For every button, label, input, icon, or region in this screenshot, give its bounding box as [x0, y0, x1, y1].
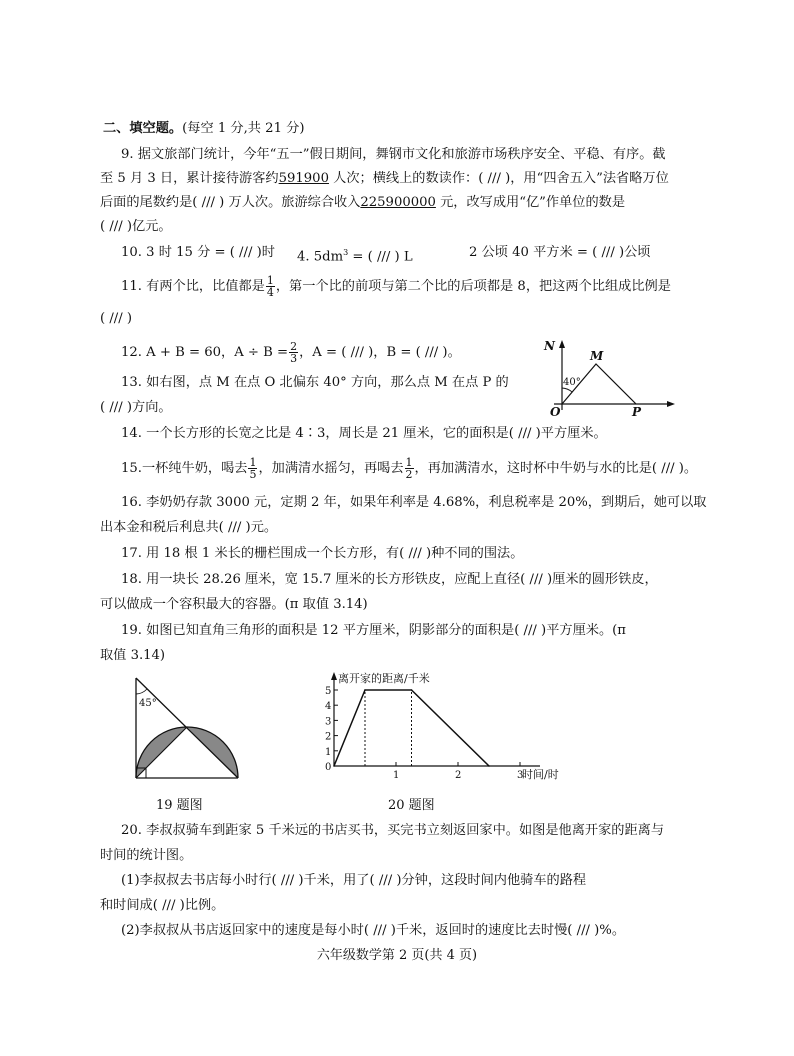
q15-fraction-2	[405, 457, 414, 480]
y-tick-label: 5	[325, 686, 332, 697]
y-tick-label: 0	[325, 762, 332, 773]
q19-line-2: 取值 3.14)	[100, 648, 166, 663]
fraction-denominator: 4	[266, 286, 274, 299]
figure-20-chart	[318, 670, 559, 788]
label-p: P	[632, 405, 642, 419]
data-point	[333, 765, 335, 767]
q11-line-1	[121, 275, 671, 298]
q16-line-1: 16. 李奶奶存款 3000 元，定期 2 年，如果年利率是 4.68%，利息税率是 20%，到期后，她可以取	[121, 495, 707, 510]
q18-line-1: 18. 用一块长 28.26 厘米，宽 15.7 厘米的长方形铁皮，应配上直径( /// )厘米的圆形铁皮，	[121, 572, 658, 587]
q9-underlined-number: 591900	[278, 171, 329, 186]
q12-line	[121, 341, 461, 364]
fraction-denominator: 2	[405, 468, 413, 481]
figure-19	[128, 674, 240, 784]
x-tick-label: 1	[393, 770, 400, 781]
q16-line-2: 出本金和税后利息共( /// )元。	[100, 520, 278, 535]
fraction-numerator: 1	[266, 274, 274, 287]
q20-line-5: (2)李叔叔从书店返回家中的速度是每小时( /// )千米，返回时的速度比去时慢( /// )%。	[121, 923, 626, 938]
q15-text: 15.一杯纯牛奶，喝去	[121, 461, 248, 476]
section-note: (每空 1 分,共 21 分)	[182, 121, 305, 136]
q15-fraction-1	[248, 457, 257, 480]
page-footer: 六年级数学第 2 页(共 4 页)	[316, 948, 478, 963]
q9-line-4: ( /// )亿元。	[100, 219, 172, 234]
q11-line-2: ( /// )	[100, 311, 133, 326]
q17-line: 17. 用 18 根 1 米长的栅栏围成一个长方形，有( /// )种不同的围法。	[121, 546, 524, 561]
q12-text: ，A = ( /// )，B = ( /// )。	[299, 345, 461, 360]
q20-line-2: 时间的统计图。	[100, 848, 193, 863]
y-tick-label: 2	[325, 731, 332, 743]
q15-line	[121, 457, 697, 480]
angle-arc	[562, 388, 572, 392]
label-n: N	[544, 339, 555, 353]
figure-19-caption: 19 题图	[156, 798, 203, 813]
compass-diagram	[530, 336, 680, 422]
y-tick-label: 3	[325, 716, 332, 728]
chart-title: 离开家的距离/千米	[338, 672, 430, 685]
data-point	[411, 689, 413, 691]
q11-text: 11. 有两个比，比值都是	[121, 279, 265, 294]
angle-arc	[136, 689, 147, 694]
q14-line: 14. 一个长方形的长宽之比是 4∶3，周长是 21 厘米，它的面积是( /// )平方厘米。	[121, 426, 607, 441]
q10-part-c: 2 公顷 40 平方米 = ( /// )公顷	[469, 245, 651, 260]
angle-label: 45°	[139, 698, 157, 709]
q10-part-b	[297, 244, 413, 266]
east-arrowhead	[667, 401, 675, 407]
q13-line-2: ( /// )方向。	[100, 400, 172, 415]
q13-line-1: 13. 如右图，点 M 在点 O 北偏东 40° 方向，那么点 M 在点 P 的	[121, 375, 509, 390]
q11-text: ，第一个比的前项与第二个比的后项都是 8，把这两个比组成比例是	[275, 279, 671, 294]
q20-line-3: (1)李叔叔去书店每小时行( /// )千米，用了( /// )分钟，这段时间内他骑车的路程	[121, 873, 587, 888]
q9-text: 元，改写成用“亿”作单位的数是	[435, 195, 626, 210]
x-axis-label: 时间/时	[522, 768, 559, 781]
fraction-numerator: 1	[249, 456, 257, 469]
q18-line-2: 可以做成一个容积最大的容器。(π 取值 3.14)	[100, 597, 368, 612]
q10-b-text: = ( /// ) L	[348, 249, 413, 265]
y-axis-arrowhead	[331, 672, 337, 680]
q19-line-1: 19. 如图已知直角三角形的面积是 12 平方厘米，阴影部分的面积是( /// )平方厘米。(π	[121, 623, 626, 638]
q9-line-2	[100, 170, 669, 188]
label-o: O	[550, 405, 561, 419]
label-angle: 40°	[563, 377, 581, 388]
fraction-denominator: 3	[290, 352, 298, 365]
figure-20-caption: 20 题图	[388, 798, 435, 813]
q9-underlined-number: 225900000	[360, 195, 436, 210]
q9-text: 至 5 月 3 日，累计接待游客约	[100, 171, 279, 186]
q10-b-text: 4. 5dm	[297, 249, 344, 265]
q15-text: ，加满清水摇匀，再喝去	[258, 461, 404, 476]
x-tick-label: 2	[455, 770, 462, 781]
north-arrowhead	[559, 340, 565, 348]
section-title-main: 二、填空题。	[103, 121, 183, 136]
q9-text: 后面的尾数约是( /// ) 万人次。旅游综合收入	[100, 195, 361, 210]
q9-text: 人次；横线上的数读作：( /// )，用“四舍五入”法省略万位	[328, 171, 669, 186]
data-point	[488, 765, 490, 767]
q10-part-a: 10. 3 时 15 分 = ( /// )时	[121, 245, 275, 260]
fraction-numerator: 2	[290, 340, 298, 353]
q20-line-4: 和时间成( /// )比例。	[100, 898, 225, 913]
q20-line-1: 20. 李叔叔骑车到距家 5 千米远的书店买书，买完书立刻返回家中。如图是他离开家的距离与	[121, 823, 665, 838]
q12-text: 12. A + B = 60，A ÷ B =	[121, 345, 289, 360]
y-tick-label: 1	[325, 746, 332, 758]
q9-line-1: 9. 据文旅部门统计，今年“五一”假日期间，舞钢市文化和旅游市场秩序安全、平稳、有序。截	[121, 147, 666, 162]
y-tick-label: 4	[325, 701, 332, 713]
fraction-denominator: 5	[249, 468, 257, 481]
data-point	[364, 689, 366, 691]
q15-text: ，再加满清水，这时杯中牛奶与水的比是( /// )。	[414, 461, 698, 476]
label-m: M	[590, 349, 604, 363]
section-title	[103, 120, 304, 138]
q10-b-exponent: 3	[343, 248, 349, 257]
x-tick-label: 3	[517, 770, 524, 781]
fraction-numerator: 1	[405, 456, 413, 469]
q9-line-3	[100, 194, 625, 212]
q12-fraction	[289, 341, 298, 364]
q11-fraction	[266, 275, 275, 298]
